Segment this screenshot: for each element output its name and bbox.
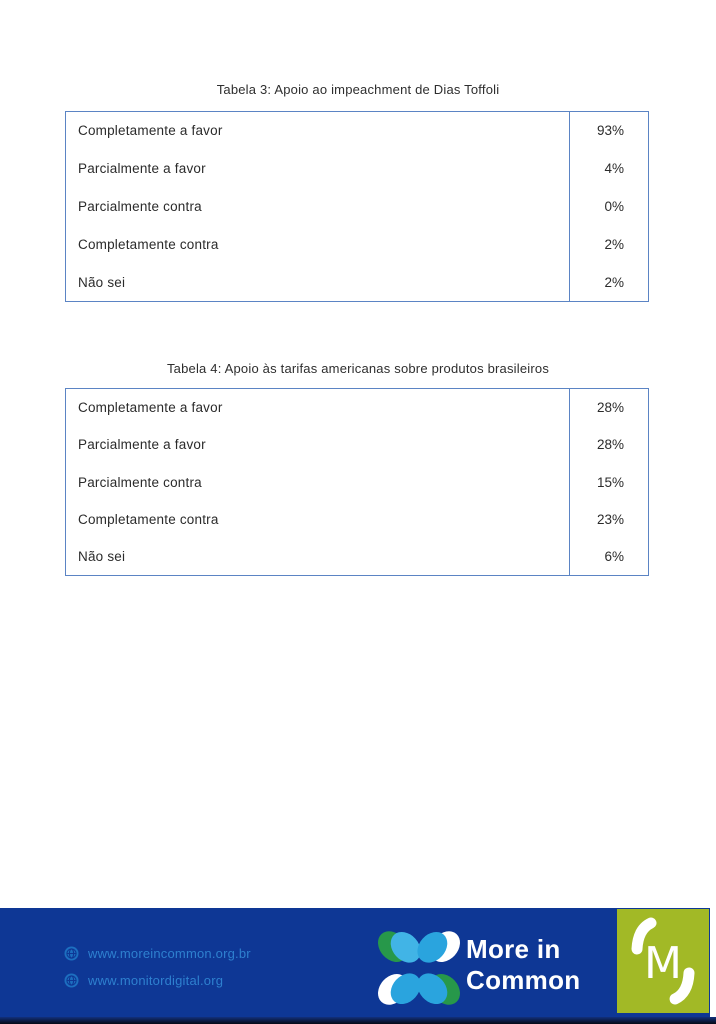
- row-label: Não sei: [78, 548, 126, 564]
- table-row: [66, 463, 648, 500]
- more-in-common-clover-icon: [377, 926, 461, 1010]
- footer-bar: [0, 908, 710, 1017]
- globe-icon: [64, 946, 79, 961]
- row-value: 6%: [569, 538, 648, 575]
- row-value: 23%: [569, 501, 648, 538]
- row-label: Completamente contra: [78, 236, 219, 252]
- table-row: [66, 538, 648, 575]
- table-row: [66, 263, 648, 301]
- table-row: [66, 150, 648, 188]
- table-4: [65, 388, 649, 576]
- monitordigital-link[interactable]: www.monitordigital.org: [88, 972, 224, 988]
- row-value: 2%: [569, 263, 648, 301]
- more-in-common-wordmark: [466, 934, 580, 996]
- row-label: Parcialmente a favor: [78, 161, 206, 177]
- table-row: [66, 426, 648, 463]
- footer-links: [64, 943, 251, 997]
- row-label: Parcialmente contra: [78, 474, 202, 490]
- table-row: [66, 112, 648, 150]
- table-4-caption: Tabela 4: Apoio às tarifas americanas sobre produtos brasileiros: [166, 361, 550, 376]
- monitor-m-letter: M: [644, 938, 682, 990]
- row-value: 4%: [569, 150, 648, 188]
- row-label: Completamente a favor: [78, 400, 223, 416]
- row-label: Parcialmente contra: [78, 198, 202, 214]
- table-row: [66, 188, 648, 226]
- moreincommon-link[interactable]: www.moreincommon.org.br: [88, 945, 251, 961]
- table-3-caption: Tabela 3: Apoio ao impeachment de Dias Toffoli: [216, 82, 500, 97]
- row-label: Parcialmente a favor: [78, 437, 206, 453]
- row-value: 2%: [569, 225, 648, 263]
- row-value: 93%: [569, 112, 648, 150]
- table-row: [66, 389, 648, 426]
- row-label: Completamente a favor: [78, 123, 223, 139]
- page-bottom-edge: [0, 1017, 716, 1024]
- row-value: 28%: [569, 389, 648, 426]
- globe-icon: [64, 973, 79, 988]
- monitor-digital-logo: [617, 909, 709, 1013]
- wordmark-line-2: Common: [466, 965, 581, 995]
- row-value: 28%: [569, 426, 648, 463]
- row-label: Completamente contra: [78, 511, 219, 527]
- table-row: [66, 225, 648, 263]
- row-label: Não sei: [78, 274, 126, 290]
- link-item: [64, 970, 251, 990]
- table-row: [66, 501, 648, 538]
- table-3: [65, 111, 649, 302]
- link-item: [64, 943, 251, 963]
- row-value: 15%: [569, 463, 648, 500]
- wordmark-line-1: More in: [466, 934, 561, 964]
- row-value: 0%: [569, 188, 648, 226]
